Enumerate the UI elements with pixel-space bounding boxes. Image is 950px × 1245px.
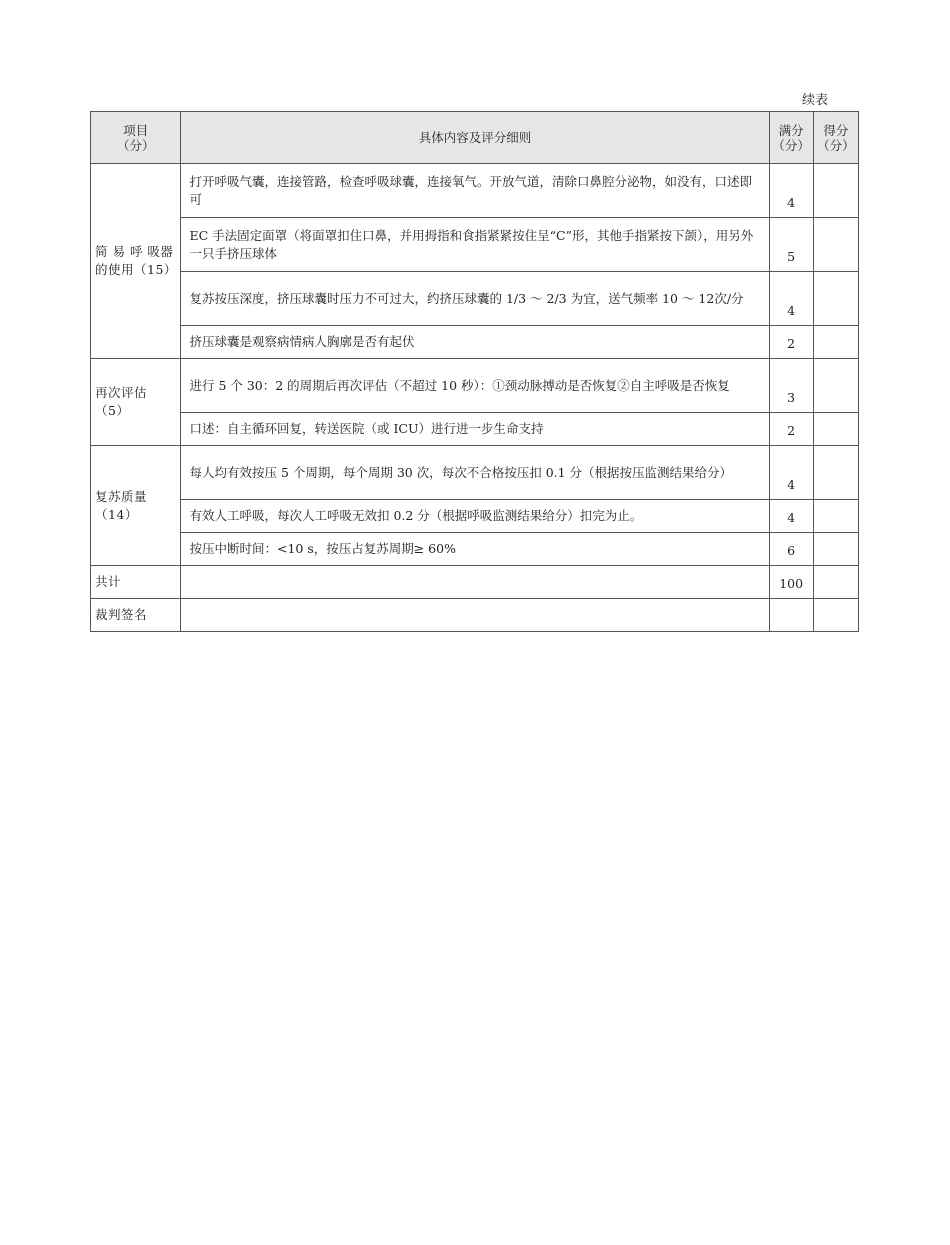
got-score-cell[interactable] [813,272,858,326]
got-score-cell[interactable] [813,446,858,500]
full-score-cell: 4 [769,272,813,326]
header-content-text: 具体内容及评分细则 [418,130,532,145]
header-full-score [769,112,813,164]
content-cell: 挤压球囊是观察病情病人胸廓是否有起伏 [181,326,769,359]
full-score-cell: 5 [769,218,813,272]
content-cell: EC 手法固定面罩（将面罩扣住口鼻，并用拇指和食指紧紧按住呈“C”形，其他手指紧按下颌），用另外一只手挤压球体 [181,218,769,272]
got-score-cell[interactable] [813,326,858,359]
category-cell: 简 易 呼 吸器的使用（15） [91,164,181,359]
total-score-cell: 100 [769,566,813,599]
content-cell: 每人均有效按压 5 个周期，每个周期 30 次，每次不合格按压扣 0.1 分（根据按压监测结果给分） [181,446,769,500]
total-row [91,566,859,599]
table-row [91,413,859,446]
full-score-cell: 3 [769,359,813,413]
got-score-cell[interactable] [813,164,858,218]
referee-blank-cell-1 [769,599,813,632]
table-row [91,500,859,533]
referee-blank-cell-2 [813,599,858,632]
table-row [91,218,859,272]
header-full-score-text: 满分 （分） [772,122,810,153]
content-cell: 口述：自主循环回复，转送医院（或 ICU）进行进一步生命支持 [181,413,769,446]
scoring-table [90,111,859,632]
total-got-score-cell[interactable] [813,566,858,599]
referee-signature-cell[interactable] [181,599,769,632]
table-header-row [91,112,859,164]
referee-label: 裁判签名 [91,599,181,632]
header-got-score-text: 得分 （分） [817,122,855,153]
got-score-cell[interactable] [813,359,858,413]
full-score-cell: 6 [769,533,813,566]
header-content [181,112,769,164]
content-cell: 打开呼吸气囊，连接管路，检查呼吸球囊，连接氧气。开放气道，清除口鼻腔分泌物，如没有，口述即可 [181,164,769,218]
got-score-cell[interactable] [813,533,858,566]
category-cell: 复苏质量（14） [91,446,181,566]
header-item-text: 项目 （分） [116,122,155,153]
full-score-cell: 4 [769,446,813,500]
content-cell: 有效人工呼吸，每次人工呼吸无效扣 0.2 分（根据呼吸监测结果给分）扣完为止。 [181,500,769,533]
header-got-score [813,112,858,164]
table-row [91,326,859,359]
got-score-cell[interactable] [813,500,858,533]
total-content-cell [181,566,769,599]
got-score-cell[interactable] [813,218,858,272]
full-score-cell: 2 [769,326,813,359]
table-row [91,533,859,566]
full-score-cell: 2 [769,413,813,446]
total-label: 共计 [91,566,181,599]
content-cell: 进行 5 个 30：2 的周期后再次评估（不超过 10 秒）：①颈动脉搏动是否恢复②自主呼吸是否恢复 [181,359,769,413]
category-cell: 再次评估（5） [91,359,181,446]
full-score-cell: 4 [769,500,813,533]
table-row [91,446,859,500]
referee-row [91,599,859,632]
content-cell: 按压中断时间：<10 s，按压占复苏周期≥ 60% [181,533,769,566]
got-score-cell[interactable] [813,413,858,446]
content-cell: 复苏按压深度，挤压球囊时压力不可过大，约挤压球囊的 1/3 ～ 2/3 为宜，送气频率 10 ～ 12次/分 [181,272,769,326]
table-row [91,164,859,218]
header-item [91,112,181,164]
table-row [91,272,859,326]
full-score-cell: 4 [769,164,813,218]
table-row [91,359,859,413]
continued-label: 续表 [802,93,829,108]
